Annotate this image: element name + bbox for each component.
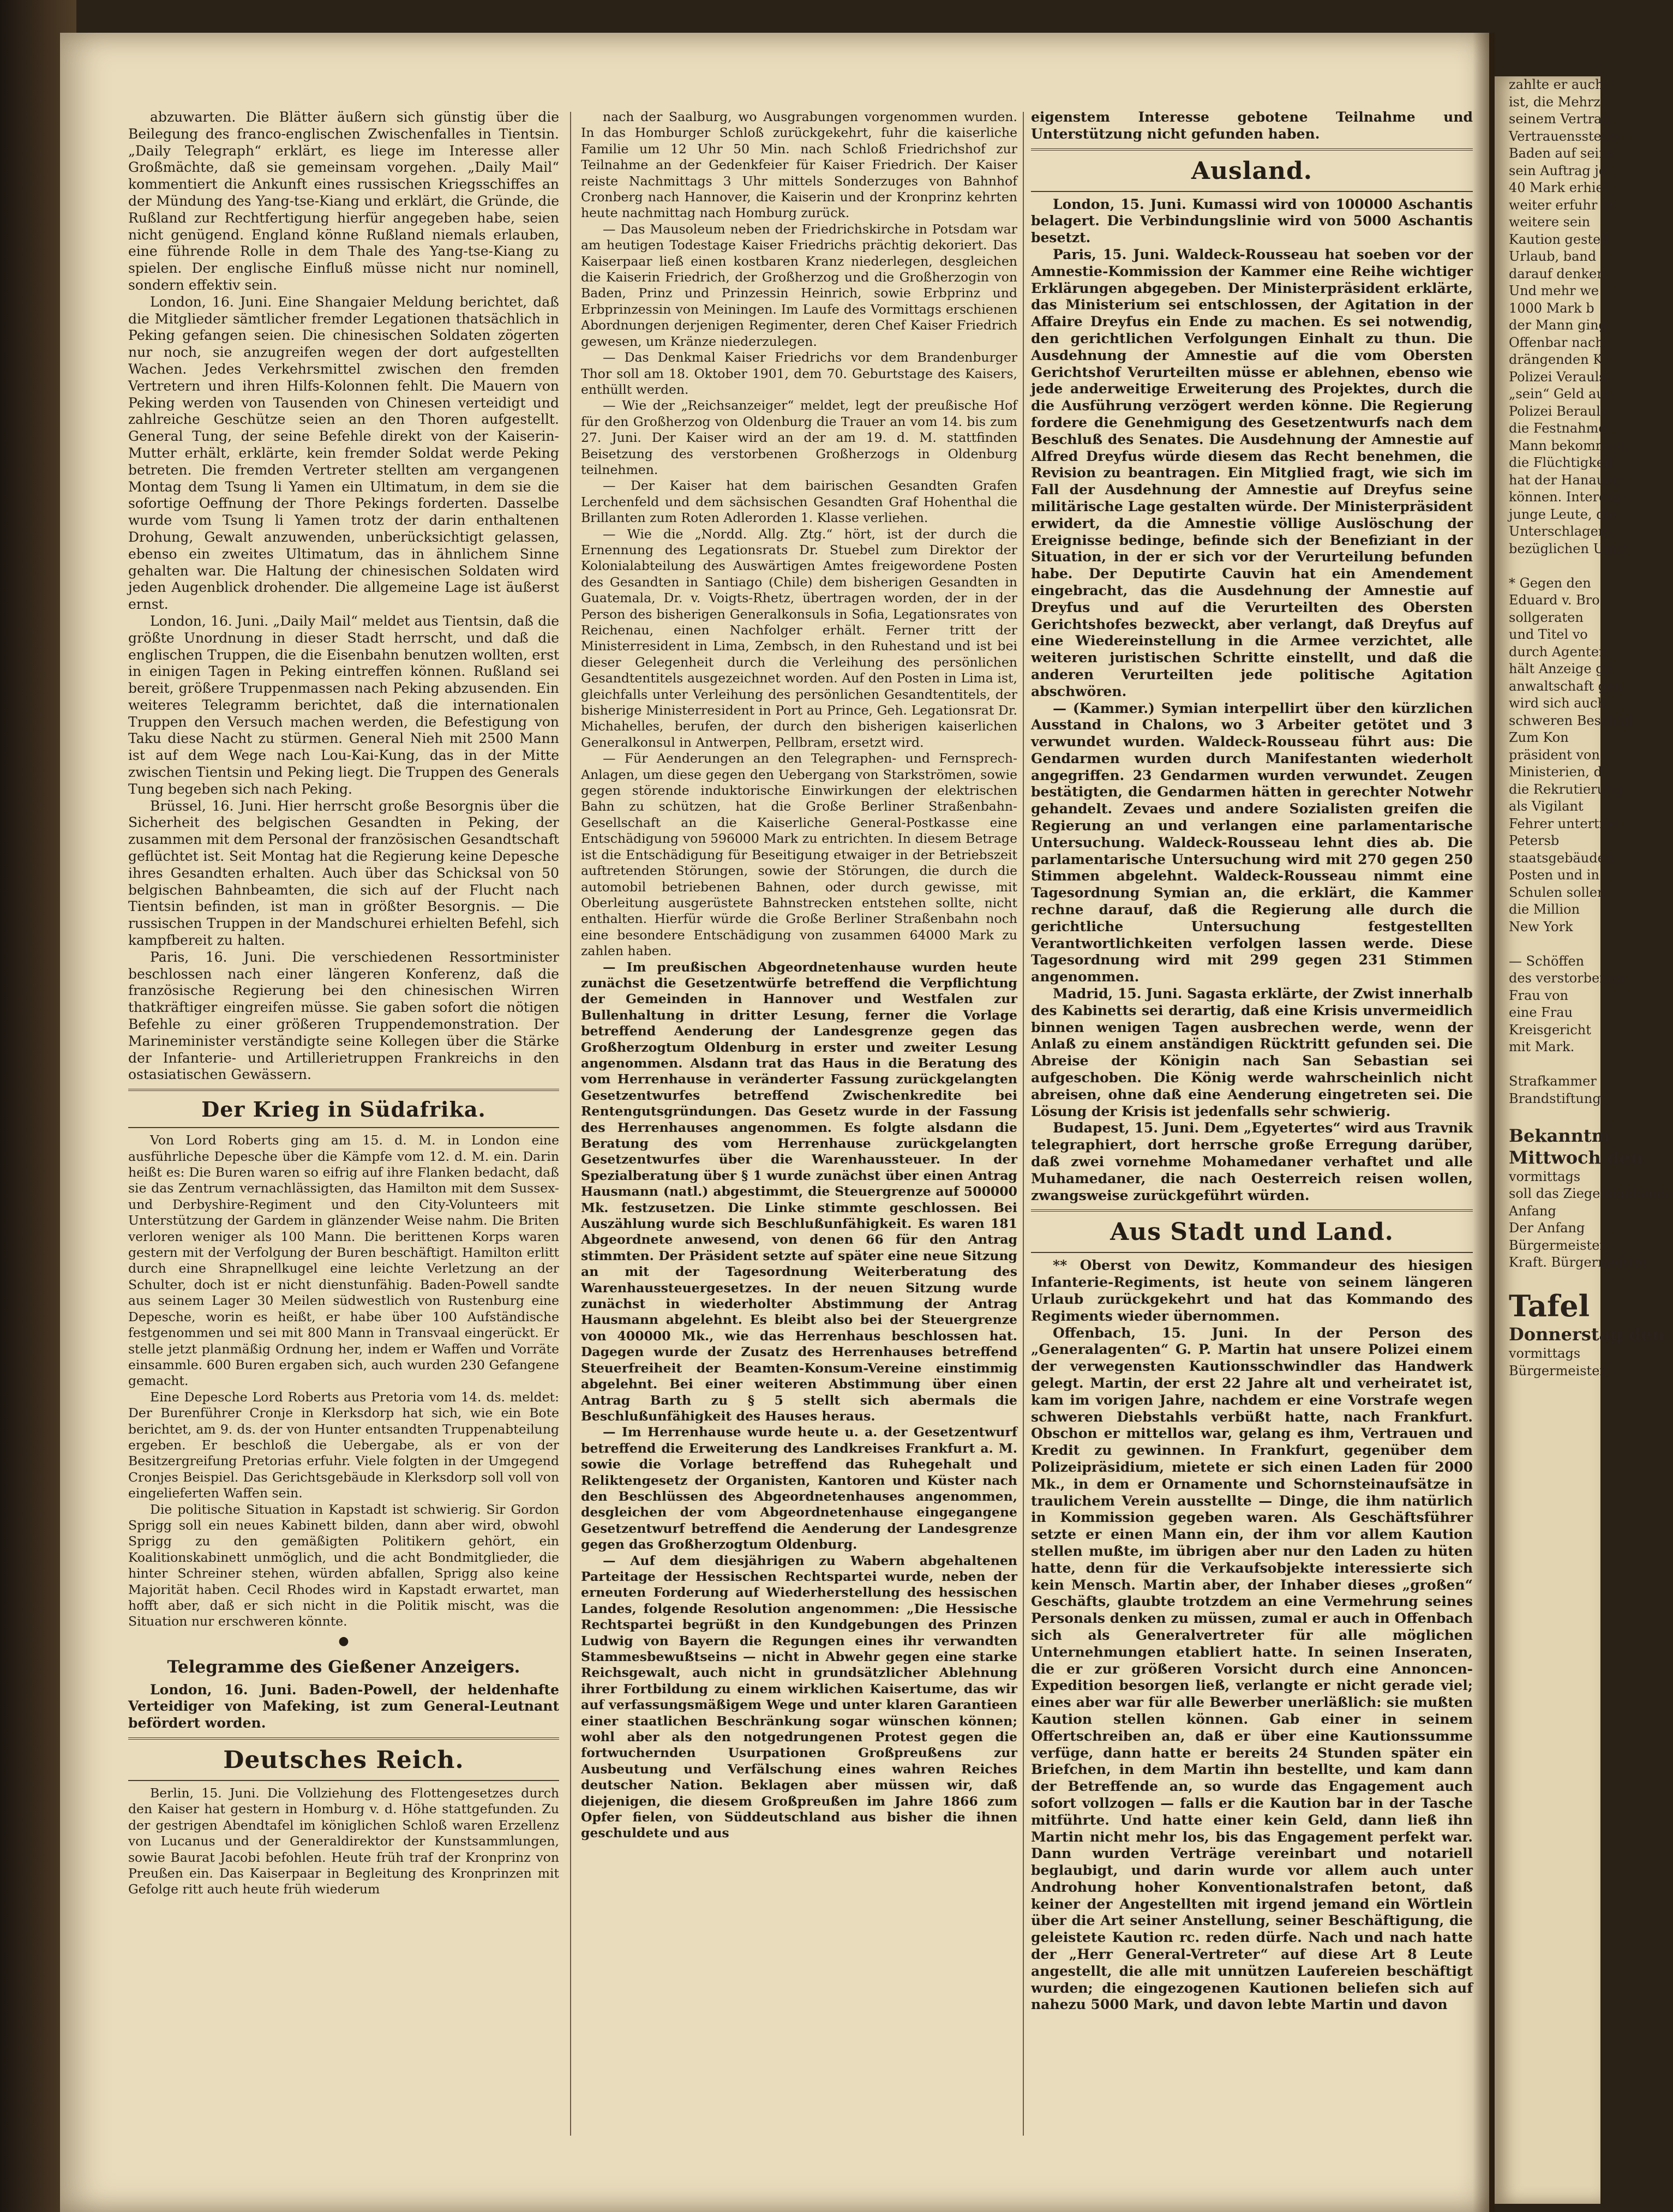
article-paragraph: eigenstem Interesse gebotene Teilnahme und Unterstützung nicht gefunden haben. [1031,109,1473,142]
next-page-fragment: können. Interess [1509,489,1620,505]
next-page-fragment: durch Agenten [1509,644,1608,660]
next-page-fragment: schweren Beschäd [1509,712,1633,728]
next-page-fragment: Offenbar nach [1509,334,1604,350]
article-paragraph: Offenbach, 15. Juni. In der Person des „Generalagenten“ G. P. Martin hat unsere Polizei einem der verwegensten Kautionsschwindler das Handwerk gelegt. Martin, der erst 22 Jahre alt und verheiratet ist, kam im vorigen Jahre, nachdem er eine Vorstrafe wegen schweren Diebstahls verbüßt hatte, nach Frankfurt. Obschon er mittellos war, gelang es ihm, Vertrauen und Kredit zu gewinnen. In Frankfurt, gegenüber dem Polizeipräsidium, mietete er sich einen Laden für 2000 Mk., in dem er Ornamente und Schornsteinaufsätze in traulichem Verein ausstellte — Dinge, die ihm natürlich in Kommission gegeben waren. Als Geschäftsführer setzte er einen Mann ein, der ihm vor allem Kaution stellen mußte, im übrigen aber nur den Laden zu hüten hatte, denn für die Verkaufsobjekte interessierte sich kein Mensch. Martin aber, der Inhaber dieses „großen“ Geschäfts, glaubte trotzdem an eine Vermehrung seines Personals denken zu müssen, zumal er auch in Offenbach sich als Generalvertreter für alle möglichen Unternehmungen etabliert hatte. In seinen Inseraten, die er zur größeren Vorsicht durch eine Annoncen-Expedition besorgen ließ, verlangte er nicht gerade viel; eines aber war für alle Bewerber unerläßlich: sie mußten Kaution stellen können. Gab einer in seinem Offertschreiben an, daß er über eine Kautionssumme verfüge, dann hatte er bereits 24 Stunden später ein Briefchen, in dem Martin ihn bestellte, und kam dann der Betreffende an, so wurde das Engagement auch sofort vollzogen — falls er die Kaution bar in der Tasche mitführte. Und hatte einer kein Geld, dann ließ ihn Martin nicht mehr los, bis das Engagement perfekt war. Dann wurden Verträge vereinbart und notariell beglaubigt, und darin wurde vor allem auch unter Androhung hoher Konventionalstrafen betont, daß keiner der Angestellten mit irgend jemand ein Wörtlein über die Art seiner Anstellung, seiner Beschäftigung, die geleistete Kaution rc. reden dürfe. Nach und nach hatte der „Herr General-Vertreter“ auf diese Art 8 Leute angestellt, die alle mit unnützen Laufereien beschäftigt wurden; die eingezogenen Kautionen beliefen sich auf nahezu 5000 Mark, und davon lebte Martin und davon [1031,1324,1473,2013]
next-page-fragment: der Mann ging [1509,317,1607,333]
next-page-fragment: Frau von [1509,987,1568,1003]
next-page-fragment: anwaltschaft gen [1509,678,1623,694]
next-page-fragment: Schulen sollen [1509,884,1606,900]
next-page-fragment: drängenden K [1509,352,1603,367]
article-paragraph: — Für Aenderungen an den Telegraphen- und Fernsprech-Anlagen, um diese gegen den Uebergang von Starkströmen, sowie gegen störende induktorische Einwirkungen der elektrischen Bahn zu schützen, hat die Große Berliner Straßenbahn-Gesellschaft an die Kaiserliche General-Postkasse eine Entschädigung von 596000 Mark zu entrichten. In diesem Betrage ist die Entschädigung für Beseitigung etwaiger in der Betriebszeit auftretenden Störungen, sowie der Störungen, die durch die automobil betriebenen Bahnen, oder durch gewisse, mit Oberleitung ausgerüstete Bahnstrecken entstehen sollte, nicht enthalten. Hierfür würde die Große Berliner Straßenbahn noch eine besondere Entschädigung von zusammen 64000 Mark zu zahlen haben. [581,751,1017,959]
next-page-fragment: Bürgermeister [1509,1363,1606,1378]
next-page-fragment: Kreisgericht [1509,1022,1591,1038]
next-page-fragment: darauf denken [1509,266,1605,281]
next-page-fragment: Baden auf seine [1509,146,1615,161]
next-page-fragment: seinem Vertrau [1509,111,1610,127]
next-page-fragment: Kaution gestell [1509,231,1609,247]
article-paragraph: Die politische Situation in Kapstadt ist schwierig. Sir Gordon Sprigg soll ein neues Kabinett bilden, dann aber wird, obwohl Sprigg zu den gemäßigten Politikern gehört, ein Koalitionskabinett unmöglich, und die acht Bondmitglieder, die hinter Schreiner stehen, würden abfallen, Sprigg also keine Majorität haben. Cecil Rhodes wird in Kapstadt erwartet, man hofft aber, daß er sich nicht in die Politik mischt, was die Situation nur erschweren könnte. [128,1501,559,1629]
heading-rule [1031,1252,1473,1253]
article-paragraph: Paris, 15. Juni. Waldeck-Rousseau hat soeben vor der Amnestie-Kommission der Kammer eine Reihe wichtiger Erklärungen abgegeben. Der Ministerpräsident erklärte, das Ministerium sei entschlossen, der Agitation in der Affaire Dreyfus ein Ende zu machen. Es sei notwendig, den gerichtlichen Verfolgungen Einhalt zu thun. Die Ausdehnung der Amnestie auf die vom Obersten Gerichtshof Verurteilten müsse er ablehnen, ebenso wie jede anderweitige Erweiterung des Projektes, durch die die Ausführung verzögert werden könne. Die Regierung fordere die Genehmigung des Gesetzentwurfs nach dem Beschluß des Senates. Die Ausdehnung der Amnestie auf Alfred Dreyfus würde diesem das Recht benehmen, die Revision zu beantragen. Ein Mitglied fragt, wie sich im Fall der Ausdehnung der Amnestie auf Dreyfus seine militärische Lage gestalten würde. Der Ministerpräsident erwidert, da die Amnestie völlige Auslöschung der Ereignisse bedinge, befinde sich der Benefiziant in der Situation, in der er sich vor der Verurteilung befunden habe. Der Deputirte Cauvin hat ein Amendement eingebracht, das die Ausdehnung der Amnestie auf Dreyfus und auf die Verurteilten des Obersten Gerichtshofes bezweckt, aber verlangt, daß Dreyfus auf eine Wiedereinstellung in die Armee verzichtet, alle weiteren juristischen Schritte einstellt, und daß die anderen Verurteilten jede politische Agitation abschwören. [1031,246,1473,699]
next-page-fragment: New York [1509,919,1573,934]
next-page-fragment: 40 Mark erhiel [1509,180,1608,195]
separator-dot: ● [338,1634,349,1648]
article-paragraph: — Wie der „Reichsanzeiger“ meldet, legt der preußische Hof für den Großherzog von Oldenburg die Trauer an vom 14. bis zum 27. Juni. Der Kaiser wird an der am 19. d. M. stattfinden Beisetzung des verstorbenen Großherzogs in Oldenburg teilnehmen. [581,398,1017,477]
next-page-fragment [1495,936,1600,953]
article-paragraph: — Auf dem diesjährigen zu Wabern abgehaltenen Parteitage der Hessischen Rechtspartei wurde, neben der erneuten Forderung auf Wiederherstellung des hessischen Landes, folgende Resolution angenommen: „Die Hessische Rechtspartei begrüßt in den Kundgebungen des Prinzen Ludwig von Bayern die Regungen eines ihr verwandten Stammesbewußtseins — nicht in Abwehr gegen eine starke Reichsgewalt, auch nicht in grundsätzlicher Ablehnung ihrer Fortbildung zu einem wirklichen Kaisertume, das wir auf verfassungsmäßigem Wege und unter klaren Garantieen einer staatlichen Beschränkung sogar wünschen können; wohl aber als den notgedrungenen Protest gegen die fortwuchernden Usurpationen Großpreußens zur Ausbeutung und Verfälschung eines wahren Reiches deutscher Nation. Beklagen aber müssen wir, daß diejenigen, die diesem Großpreußen im Jahre 1866 zum Opfer fielen, von Süddeutschland aus bisher die ihnen geschuldete und aus [581,1552,1017,1841]
next-page-fragment: * Gegen den [1509,575,1591,591]
next-page-fragment: Tafel [1509,1288,1590,1323]
next-page-fragment: des verstorbenen [1509,970,1624,986]
section-heading-telegramme: Telegramme des Gießener Anzeigers. [167,1657,520,1677]
next-page-fragment: Kraft. Bürgermeister [1509,1255,1648,1270]
next-page-fragment: Mittwoch den [1509,1147,1643,1168]
next-page-fragment: 1000 Mark b [1509,300,1594,316]
next-page-fragment: Bürgermeister [1509,1237,1606,1253]
next-page-fragment [1495,1272,1600,1289]
next-page-fragment: präsident von [1509,747,1600,763]
article-paragraph: London, 16. Juni. „Daily Mail“ meldet aus Tientsin, daß die größte Unordnung in dieser Stadt herrscht, und daß die englischen Truppen, die die Eisenbahn benutzen wollten, erst in einigen Tagen in Peking eintreffen können. Rußland sei bereit, größere Truppenmassen nach Peking abzusenden. Ein weiteres Telegramm berichtet, daß die internationalen Truppen den Versuch machen werden, die Befestigung von Taku diese Nacht zu stürmen. General Nieh mit 2500 Mann ist auf dem Wege nach Lou-Kai-Kung, das in der Mitte zwischen Tientsin und Peking liegt. Die Truppen des Generals Tung begeben sich nach Peking. [128,613,559,797]
section-heading-ausland: Ausland. [1191,157,1313,185]
article-paragraph: Paris, 16. Juni. Die verschiedenen Ressortminister beschlossen nach einer längeren Konferenz, daß die französische Regierung bei den chinesischen Wirren thatkräftiger eingreifen müsse. Sie gaben sofort die nötigen Befehle zu einer größeren Truppendemonstration. Der Marineminister verständigte seine Kollegen über die Stärke der Infanterie- und Artillerietruppen Frankreichs in den ostasiatischen Gewässern. [128,949,559,1083]
section-divider [1031,1209,1473,1212]
next-page-fragment: Ministerien, d [1509,764,1602,780]
next-page-fragment: „sein“ Geld auf [1509,386,1610,401]
next-page-fragment: Brandstiftung [1509,1090,1601,1106]
next-page-fragment: eine Frau [1509,1005,1573,1020]
next-page-fragment: Fehrer untertrie [1509,816,1618,831]
article-paragraph: — Der Kaiser hat dem bairischen Gesandten Grafen Lerchenfeld und dem sächsischen Gesandten Graf Hohenthal die Brillanten zum Roten Adlerorden 1. Klasse verliehen. [581,478,1017,526]
next-page-fragment: weitere sein [1509,214,1591,230]
section-divider [128,1089,559,1091]
section-heading-krieg: Der Krieg in Südafrika. [201,1097,486,1122]
next-page-fragment: Strafkammer [1509,1074,1597,1089]
next-page-fragment: Zum Kon [1509,730,1569,745]
next-page-fragment: zahlte er auch, [1509,77,1608,92]
next-page-fragment: sollgeraten [1509,609,1584,625]
next-page-fragment: Eduard v. Bro [1509,592,1600,608]
next-page-fragment: ist, die Mehrz [1509,94,1601,110]
section-divider [1031,148,1473,151]
article-paragraph: — Im preußischen Abgeordnetenhause wurden heute zunächst die Gesetzentwürfe betreffend die Verpflichtung der Gemeinden in Hannover und Westfalen zur Bullenhaltung in dritter Lesung, ferner die Vorlage betreffend Aenderung der Landesgrenze gegen das Großherzogtum Oldenburg in erster und zweiter Lesung angenommen. Alsdann trat das Haus in die Beratung des vom Herrenhause in veränderter Fassung zurückgelangten Gesetzentwurfes betreffend Zwischenkredite bei Rentengutsgründungen. Das Gesetz wurde in der Fassung des Herrenhauses angenommen. Es folgte alsdann die Beratung des vom Herrenhause zurückgelangten Gesetzentwurfes über die Warenhaussteuer. In der Spezialberatung über § 1 wurde zunächst über einen Antrag Hausmann (natl.) abgestimmt, die Steuergrenze auf 500000 Mk. festzusetzen. Die Linke stimmte geschlossen. Bei Auszählung wurde sich Beschlußunfähigkeit. Es waren 181 Abgeordnete anwesend, von denen 66 für den Antrag stimmten. Der Präsident setzte auf später eine neue Sitzung an mit der Tagesordnung Weiterberatung des Warenhaussteuergesetzes. In der neuen Sitzung wurde zunächst in wiederholter Abstimmung der Antrag Hausmann abgelehnt. Es bleibt also bei der Steuergrenze von 400000 Mk., wie das Herrenhaus beschlossen hat. Dagegen wurde der Zusatz des Herrenhauses betreffend Steuerfreiheit der Beamten-Konsum-Vereine einstimmig abgelehnt. Bei einer weiteren Abstimmung über einen Antrag Barth zu § 5 stellt sich abermals die Beschlußunfähigkeit des Hauses heraus. [581,959,1017,1424]
article-paragraph: — Im Herrenhause wurde heute u. a. der Gesetzentwurf betreffend die Erweiterung des Landkreises Frankfurt a. M. sowie die Vorlage betreffend das Ruhegehalt und Reliktengesetz der Organisten, Kantoren und Küster nach den Beschlüssen des Abgeordnetenhauses angenommen, desgleichen der vom Abgeordnetenhause eingegangene Gesetzentwurf betreffend die Aenderung der Landesgrenze gegen das Großherzogtum Oldenburg. [581,1424,1017,1552]
next-page-fragment: soll das Ziegeleigebäude [1509,1186,1673,1201]
heading-rule [128,1780,559,1781]
heading-rule [1031,191,1473,192]
next-page-fragment [1495,558,1600,575]
next-page-fragment: weiter erfuhr er [1509,197,1616,213]
article-paragraph: — (Kammer.) Symian interpellirt über den kürzlichen Ausstand in Chalons, wo 3 Arbeiter getötet und 3 verwundet wurden. Waldeck-Rousseau führt aus: Die Gendarmen wurden durch Manifestanten wiederholt angegriffen. 23 Gendarmen wurden verwundet. Zeugen bestätigten, die Gendarmen hätten in gerechter Notwehr gehandelt. Zevaes und andere Sozialisten greifen die Regierung an und verlangen eine parlamentarische Untersuchung. Waldeck-Rousseau lehnt dies ab. Die parlamentarische Untersuchung wird mit 270 gegen 250 Stimmen abgelehnt. Waldeck-Rousseau nimmt eine Tagesordnung Symian an, die erklärt, die Kammer rechne darauf, daß die Regierung alle durch die gerichtliche Untersuchung festgestellten Verantwortlichkeiten verfolgen lassen werde. Diese Tagesordnung wird mit 299 gegen 231 Stimmen angenommen. [1031,700,1473,985]
next-page-fragment: Vertrauensstelle [1509,128,1618,144]
next-page-fragment: Polizei Berauls [1509,403,1608,419]
article-paragraph: nach der Saalburg, wo Ausgrabungen vorgenommen wurden. In das Homburger Schloß zurückgekehrt, fuhr die kaiserliche Familie um 12 Uhr 50 Min. nach Schloß Friedrichshof zur Teilnahme an der Gedenkfeier für Kaiser Friedrich. Der Kaiser reiste Nachmittags 3 Uhr mittels Sonderzuges von Bahnhof Cronberg nach Hannover, die Kaiserin und der Kronprinz kehrten heute nachmittag nach Homburg zurück. [581,109,1017,221]
column-3 [1031,109,1473,2144]
article-paragraph: London, 16. Juni. Eine Shangaier Meldung berichtet, daß die Mitglieder sämtlicher fremder Legationen thatsächlich in Peking gefangen seien. Die chinesischen Soldaten zögerten nur noch, sie anzugreifen wegen der dort aufgestellten Wachen. Jedes Verkehrsmittel zwischen den fremden Vertretern und ihren Hilfs-Kolonnen fehlt. Die Mauern von Peking werden von Tausenden von Chinesen verteidigt und zahlreiche Geschütze seien an den Thoren aufgestellt. General Tung, der seine Befehle direkt von der Kaiserin-Mutter erhält, erklärte, kein fremder Soldat werde Peking betreten. Die fremden Vertreter stellten am vergangenen Montag dem Tsung li Yamen ein Ultimatum, in dem sie die sofortige Oeffnung der Thore Pekings forderten. Dasselbe wurde vom Tsung li Yamen trotz der darin enthaltenen Drohung, Gewalt anzuwenden, unberücksichtigt gelassen, ebenso ein zweites Ultimatum, das in ähnlichem Sinne gehalten war. Die Haltung der chinesischen Soldaten wird jeden Augenblick drohender. Die allgemeine Lage ist äußerst ernst. [128,293,559,613]
next-page-fragment: vormittags [1509,1168,1581,1184]
next-page-edge [1495,76,1673,2204]
article-paragraph: — Das Denkmal Kaiser Friedrichs vor dem Brandenburger Thor soll am 18. Oktober 1901, dem 70. Geburtstage des Kaisers, enthüllt werden. [581,350,1017,397]
article-paragraph: Madrid, 15. Juni. Sagasta erklärte, der Zwist innerhalb des Kabinetts sei derartig, daß eine Krisis unvermeidlich binnen wenigen Tagen ausbrechen werde, wenn der Anlaß zu einem anständigen Rücktritt gefunden sei. Die Abreise der Königin nach San Sebastian sei aufgeschoben. Die König werde wahrscheinlich nicht abreisen, ohne daß eine Aenderung eingetreten sei. Die Lösung der Krisis ist jedenfalls sehr schwierig. [1031,986,1473,1119]
column-1 [128,109,559,2144]
next-page-fragment: Mann bekommen, [1509,437,1628,453]
next-page-fragment: vormittags [1509,1346,1581,1361]
column-2 [581,109,1017,2144]
next-page-fragment: hat der Hanauer [1509,472,1619,488]
next-page-fragment: Donnerstag den [1509,1324,1665,1345]
next-page-fragment: staatsgebäuden [1509,850,1614,866]
next-page-fragment: die Million [1509,902,1580,917]
next-page-fragment: Bekanntm [1509,1125,1610,1146]
next-page-fragment [1495,1107,1600,1125]
article-paragraph: ** Oberst von Dewitz, Kommandeur des hiesigen Infanterie-Regiments, ist heute von seinem längeren Urlaub zurückgekehrt und hat das Kommando des Regiments wieder übernommen. [1031,1257,1473,1324]
next-page-fragment: mit Mark. [1509,1039,1575,1054]
heading-rule [128,1127,559,1128]
article-paragraph: Eine Depesche Lord Roberts aus Pretoria vom 14. ds. meldet: Der Burenführer Cronje in Klerksdorp hat sich, wie ein Bote berichtet, am 9. ds. der von Hunter entsandten Truppenabteilung ergeben. Er beschloß die Uebergabe, als er von der Besitzergreifung Pretorias erfuhr. Viele folgten in der Umgegend Cronjes Beispiel. Das Gerichtsgebäude in Klerksdorp soll voll von eingelieferten Waffen sein. [128,1389,559,1501]
next-page-fragment: als Vigilant [1509,799,1584,814]
article-paragraph: London, 15. Juni. Kumassi wird von 100000 Aschantis belagert. Die Verbindungslinie wird von 5000 Aschantis besetzt. [1031,196,1473,246]
article-paragraph: Brüssel, 16. Juni. Hier herrscht große Besorgnis über die Sicherheit des belgischen Gesandten in Peking, der zusammen mit dem Personal der französischen Gesandtschaft geflüchtet ist. Seit Montag hat die Regierung keine Depesche ihres Gesandten erhalten. Auch über das Schicksal von 50 belgischen Bahnbeamten, die sich auf der Flucht nach Tientsin befinden, ist man in größter Besorgnis. — Die russischen Truppen in der Mandschurei erhielten Befehl, sich kampfbereit zu halten. [128,798,559,949]
next-page-fragment: Urlaub, band [1509,249,1597,264]
next-page-fragment: Polizei Verauls [1509,369,1606,385]
column-rule [570,112,571,2136]
next-page-fragment: junge Leute, die [1509,506,1617,522]
article-paragraph: abzuwarten. Die Blätter äußern sich günstig über die Beilegung des franco-englischen Zwischenfalles in Tientsin. „Daily Telegraph“ erklärt, es liege im Interesse aller Großmächte, daß sie gemeinsam vorgehen. „Daily Mail“ kommentiert die Ankunft eines russischen Kriegsschiffes an der Mündung des Yang-tse-Kiang und erklärt, die Gründe, die Rußland zur Rechtfertigung hierfür angegeben habe, seien nicht genügend. England könne Rußland niemals erlauben, eine führende Rolle in dem Thale des Yang-tse-Kiang zu spielen. Der englische Einfluß müsse nicht nur nominell, sondern effektiv sein. [128,109,559,293]
next-page-fragment: die Rekrutierung [1509,781,1622,797]
next-page-fragment: Und mehr we [1509,283,1599,298]
article-paragraph: Berlin, 15. Juni. Die Vollziehung des Flottengesetzes durch den Kaiser hat gestern in Homburg v. d. Höhe stattgefunden. Zu der gestrigen Abendtafel im königlichen Schloß waren Erzellenz von Lucanus und der Generaldirektor der Kunstsammlungen, sowie Baurat Jacobi befohlen. Heute früh traf der Kronprinz von Preußen ein. Das Kaiserpaar in Begleitung des Kronprinzen mit Gefolge ritt auch heute früh wiederum [128,1785,559,1897]
next-page-fragment: Anfang [1509,1203,1556,1219]
next-page-fragment: sein Auftrag je [1509,163,1607,178]
section-heading-stadt: Aus Stadt und Land. [1110,1218,1394,1246]
next-page-fragment: hält Anzeige ge [1509,661,1612,676]
next-page-fragment: die Festnahme [1509,421,1606,436]
column-rule [1023,112,1024,2136]
next-page-fragment: und Titel vo [1509,627,1588,642]
next-page-fragment: Petersb [1509,833,1560,848]
next-page-fragment: Der Anfang [1509,1220,1585,1236]
next-page-fragment: bezüglichen Umst [1509,541,1629,556]
next-page-fragment: wird sich auch [1509,696,1606,711]
article-paragraph: London, 16. Juni. Baden-Powell, der heldenhafte Verteidiger von Mafeking, ist zum General-Leutnant befördert worden. [128,1681,559,1731]
section-heading-reich: Deutsches Reich. [223,1746,464,1774]
article-paragraph: — Wie die „Nordd. Allg. Ztg.“ hört, ist der durch die Ernennung des Legationsrats Dr. Stuebel zum Direktor der Kolonialabteilung des Auswärtigen Amtes freigewordene Posten des Gesandten in Santiago (Chile) dem bisherigen Gesandten in Guatemala, Dr. v. Voigts-Rhetz, übertragen worden, der in der Person des bisherigen Generalkonsuls in Sofia, Legationsrates von Reichenau, einen Nachfolger erhält. Ferner tritt der Ministerresident in Lima, Zembsch, in den Ruhestand und ist bei dieser Gelegenheit durch die Verleihung des persönlichen Gesandtentitels ausgezeichnet worden. Auf den Posten in Lima ist, gleichfalls unter Verleihung des persönlichen Gesandtentitels, der bisherige Ministerresident in Port au Prince, Geh. Legationsrat Dr. Michahelles, berufen, der durch den bisherigen kaiserlichen Generalkonsul in Antwerpen, Pellbram, ersetzt wird. [581,526,1017,750]
article-paragraph: Von Lord Roberts ging am 15. d. M. in London eine ausführliche Depesche über die Kämpfe vom 12. d. M. ein. Darin heißt es: Die Buren waren so eifrig auf ihre Flanken bedacht, daß sie das Zentrum vernachlässigten, das Hamilton mit dem Sussex- und Derbyshire-Regiment und den City-Volunteers mit Unterstützung der Gardem in glänzender Weise nahm. Die Briten verloren weniger als 100 Mann. Die berittenen Korps waren gestern mit der Verfolgung der Buren beschäftigt. Hamilton erlitt durch eine Shrapnellkugel eine leichte Verletzung an der Schulter, doch ist er nicht dienstunfähig. Baden-Powell sandte aus seinem Lager 30 Meilen südwestlich von Rustenburg eine Depesche, worin es heißt, er habe über 100 Aufständische festgenommen und sei mit 800 Mann in Transvaal eingerückt. Er stelle jetzt planmäßig Ordnung her, indem er Waffen und Vorräte einsammle. 600 Buren ergaben sich, auch wurden 230 Gefangene gemacht. [128,1132,559,1389]
page-gutter-shadow [1473,33,1495,2212]
article-paragraph: — Das Mausoleum neben der Friedrichskirche in Potsdam war am heutigen Todestage Kaiser Friedrichs prächtig dekoriert. Das Kaiserpaar ließ einen kostbaren Kranz niederlegen, desgleichen die Kaiserin Friedrich, der Großherzog und die Großherzogin von Baden, Prinz und Prinzessin Heinrich, sowie Erbprinz und Erbprinzessin von Meiningen. Im Laufe des Vormittags erschienen Abordnungen derjenigen Regimenter, deren Chef Kaiser Friedrich gewesen, um Kränze niederzulegen. [581,221,1017,349]
next-page-fragment: Unterschlagen, [1509,524,1611,539]
next-page-fragment [1495,1056,1600,1074]
next-page-fragment: Posten und in [1509,867,1599,883]
next-page-fragment: die Flüchtigkeit [1509,455,1614,470]
article-paragraph: Budapest, 15. Juni. Dem „Egyetertes“ wird aus Travnik telegraphiert, dort herrsche große Erregung darüber, daß zwei vornehme Mohamedaner verhaftet und alle Muhamedaner, die nach Oesterreich reisen wollen, zwangsweise zurückgeführt würden. [1031,1120,1473,1203]
section-divider [128,1737,559,1740]
next-page-fragment: — Schöffen [1509,953,1585,969]
